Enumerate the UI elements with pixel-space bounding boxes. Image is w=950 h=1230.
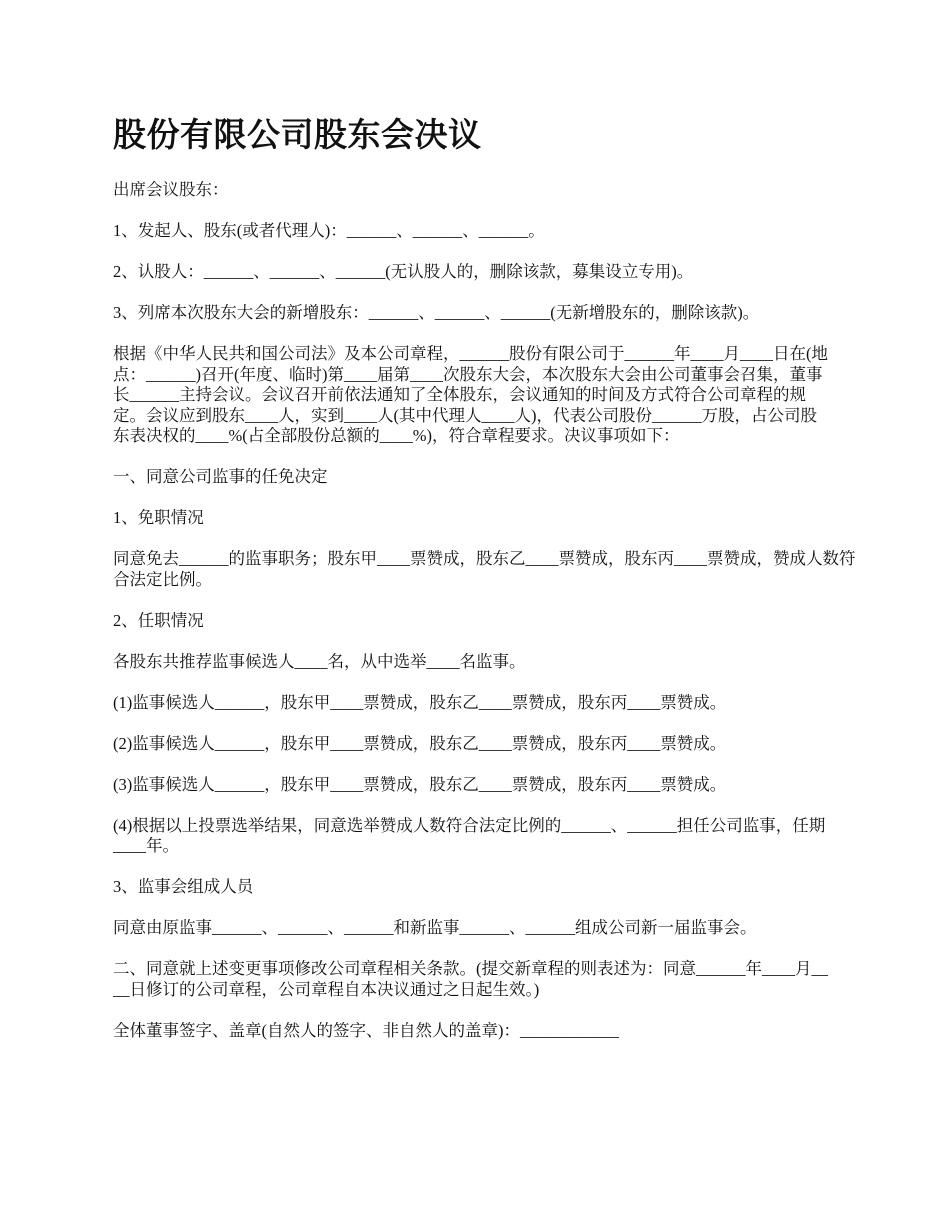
board-composition-heading: 3、监事会组成人员 [113,877,254,896]
document-title: 股份有限公司股东会决议 [113,115,482,154]
subscribers-line: 2、认股人：______、______、______(无认股人的，删除该款，募集设立专用)。 [113,262,694,281]
signature-line: 全体董事签字、盖章(自然人的签字、非自然人的盖章)：____________ [113,1020,619,1040]
dismissal-heading: 1、免职情况 [113,508,204,527]
board-composition-paragraph: 同意由原监事______、______、______和新监事______、______组成公司新一届监事会。 [113,918,757,937]
document-page [113,112,858,1062]
section-one-heading: 一、同意公司监事的任免决定 [113,467,328,486]
candidates-paragraph: 各股东共推荐监事候选人____名，从中选举____名监事。 [113,651,526,671]
candidate-2-line: (2)监事候选人______，股东甲____票赞成，股东乙____票赞成，股东丙____票赞成。 [113,733,727,753]
new-shareholders-line: 3、列席本次股东大会的新增股东：______、______、______(无新增股东的，删除该款)。 [113,303,760,322]
appointment-heading: 2、任职情况 [113,610,204,630]
attendees-heading: 出席会议股东： [113,180,229,199]
section-two-paragraph: 二、同意就上述变更事项修改公司章程相关条款。(提交新章程的则表述为：同意______年____月____日修订的公司章程，公司章程自本决议通过之日起生效。) [113,959,828,999]
meeting-statement-paragraph: 根据《中华人民共和国公司法》及本公司章程，______股份有限公司于______年____月____日在(地点：______)召开(年度、临时)第____届第____次股东大会，本次股东大会由公司董事会召集，董事长______主持会议。会议召开前依法通知了全体股东，会议通知的时间及方式符合公司章程的规定。会议应到股东____人，实到____人(其中代理人____人)，代表公司股份______万股，占公司股东表决权的____%(占全部股份总额的____%)，符合章程要求。决议事项如下： [113,344,828,445]
dismissal-paragraph: 同意免去______的监事职务；股东甲____票赞成，股东乙____票赞成，股东丙____票赞成，赞成人数符合法定比例。 [113,549,856,589]
candidate-1-line: (1)监事候选人______，股东甲____票赞成，股东乙____票赞成，股东丙____票赞成。 [113,692,727,712]
candidate-3-line: (3)监事候选人______，股东甲____票赞成，股东乙____票赞成，股东丙____票赞成。 [113,774,727,794]
election-result-paragraph: (4)根据以上投票选举结果，同意选举赞成人数符合法定比例的______、______担任公司监事，任期____年。 [113,815,826,855]
founders-line: 1、发起人、股东(或者代理人)：______、______、______。 [113,221,545,240]
